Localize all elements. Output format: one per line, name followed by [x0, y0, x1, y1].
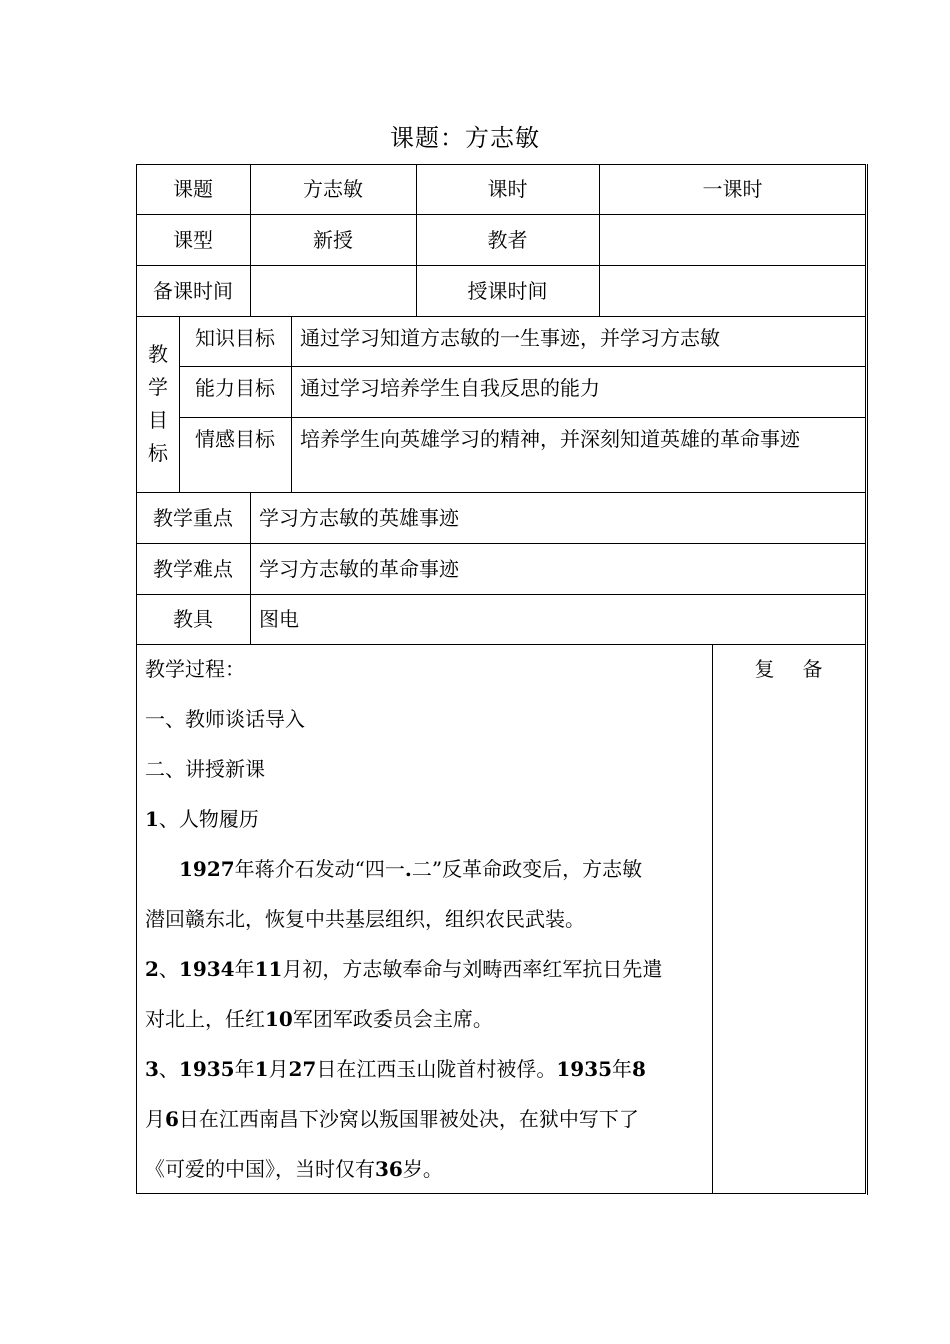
process-paragraph-line: [145, 1098, 710, 1148]
process-paragraph-line: [145, 848, 710, 898]
process-paragraph-line: [145, 1148, 710, 1198]
paragraph-text: 年: [234, 1057, 255, 1081]
age-number: 36: [375, 1157, 403, 1181]
key-point-label: 教学重点: [153, 505, 233, 530]
period-value: 一课时: [702, 177, 763, 201]
objectives-group-char: 学: [148, 375, 168, 399]
month-number: 11: [254, 957, 283, 981]
paragraph-text: 月: [268, 1057, 289, 1081]
paragraph-text: 年: [234, 957, 255, 981]
difficulty-value: 学习方志敏的革命事迹: [259, 556, 459, 581]
paragraph-dot: .: [404, 857, 412, 881]
section-number: 1: [145, 807, 159, 831]
process-step: 一、教师谈话导入: [145, 707, 305, 731]
topic-value: 方志敏: [303, 177, 363, 201]
topic-label: 课题: [173, 177, 213, 201]
emotion-objective-label: 情感目标: [195, 427, 275, 451]
ability-objective-label: 能力目标: [195, 376, 275, 400]
type-value: 新授: [313, 227, 353, 252]
process-paragraph-line: [145, 1048, 710, 1098]
teach-time-value: [599, 265, 866, 316]
page-title: 课题：方志敏: [390, 124, 540, 152]
col-divider: [712, 644, 713, 1194]
process-paragraph-line: [145, 998, 710, 1048]
army-number: 10: [265, 1007, 293, 1031]
notes-char: 复: [754, 657, 775, 681]
knowledge-objective-label: 知识目标: [195, 326, 275, 350]
section-title-text: 、人物履历: [158, 807, 259, 831]
objectives-group-char: 教: [148, 342, 168, 366]
ability-objective-value: 通过学习培养学生自我反思的能力: [300, 376, 600, 400]
notes-char: 备: [802, 657, 823, 681]
teacher-value: [599, 214, 866, 265]
paragraph-text: 《可爱的中国》，当时仅有: [145, 1157, 375, 1181]
row-divider: [136, 644, 866, 645]
paragraph-text: 日在江西玉山陇首村被俘。: [316, 1057, 557, 1081]
month-number: 8: [632, 1057, 646, 1081]
objectives-group-char: 目: [148, 408, 168, 432]
process-paragraph-line: [145, 948, 710, 998]
key-point-value: 学习方志敏的英雄事迹: [259, 505, 459, 530]
emotion-objective-value: 培养学生向英雄学习的精神，并深刻知道英雄的革命事迹: [300, 427, 800, 451]
section-number: 2: [145, 957, 159, 981]
paragraph-text: 年蒋介石发动“四一: [234, 857, 405, 881]
year-number: 1935: [556, 1057, 613, 1081]
process-step: 二、讲授新课: [145, 757, 265, 781]
paragraph-text: 、: [158, 957, 179, 981]
year-number: 1934: [178, 957, 235, 981]
prep-time-label: 备课时间: [153, 278, 233, 303]
paragraph-text: 、: [158, 1057, 179, 1081]
day-number: 27: [288, 1057, 317, 1081]
paragraph-text: 岁。: [402, 1157, 443, 1181]
tools-value: 图电: [259, 607, 299, 631]
day-number: 6: [165, 1107, 179, 1131]
paragraph-text: 军团军政委员会主席。: [292, 1007, 493, 1031]
paragraph-text: 月: [145, 1107, 165, 1131]
paragraph-text: 月初，方志敏奉命与刘畴西率红军抗日先遣: [282, 957, 663, 981]
table-right-shadow: [867, 164, 868, 1195]
prep-time-value: [250, 265, 416, 316]
period-label: 课时: [487, 177, 528, 201]
teaching-process: [145, 648, 710, 1198]
paragraph-text: 二”反革命政变后，方志敏: [411, 857, 643, 881]
type-label: 课型: [173, 227, 213, 252]
difficulty-label: 教学难点: [153, 556, 233, 581]
paragraph-text: 日在江西南昌下沙窝以叛国罪被处决，在狱中写下了: [178, 1107, 639, 1131]
objectives-group-char: 标: [148, 441, 168, 465]
review-notes-heading: [712, 648, 865, 690]
process-section-title: [145, 798, 710, 848]
teacher-label: 教者: [487, 227, 528, 252]
teach-time-label: 授课时间: [467, 278, 548, 303]
knowledge-objective-value: 通过学习知道方志敏的一生事迹，并学习方志敏: [300, 326, 720, 350]
year-number: 1935: [178, 1057, 235, 1081]
tools-label: 教具: [173, 607, 213, 631]
paragraph-text: 年: [612, 1057, 633, 1081]
paragraph-text: 对北上，任红: [145, 1007, 265, 1031]
process-heading: 教学过程：: [145, 657, 245, 681]
section-number: 3: [145, 1057, 159, 1081]
process-paragraph-line: 潜回赣东北，恢复中共基层组织，组织农民武装。: [145, 907, 585, 931]
year-number: 1927: [179, 857, 235, 881]
month-number: 1: [254, 1057, 269, 1081]
objectives-group-label: [137, 317, 179, 491]
